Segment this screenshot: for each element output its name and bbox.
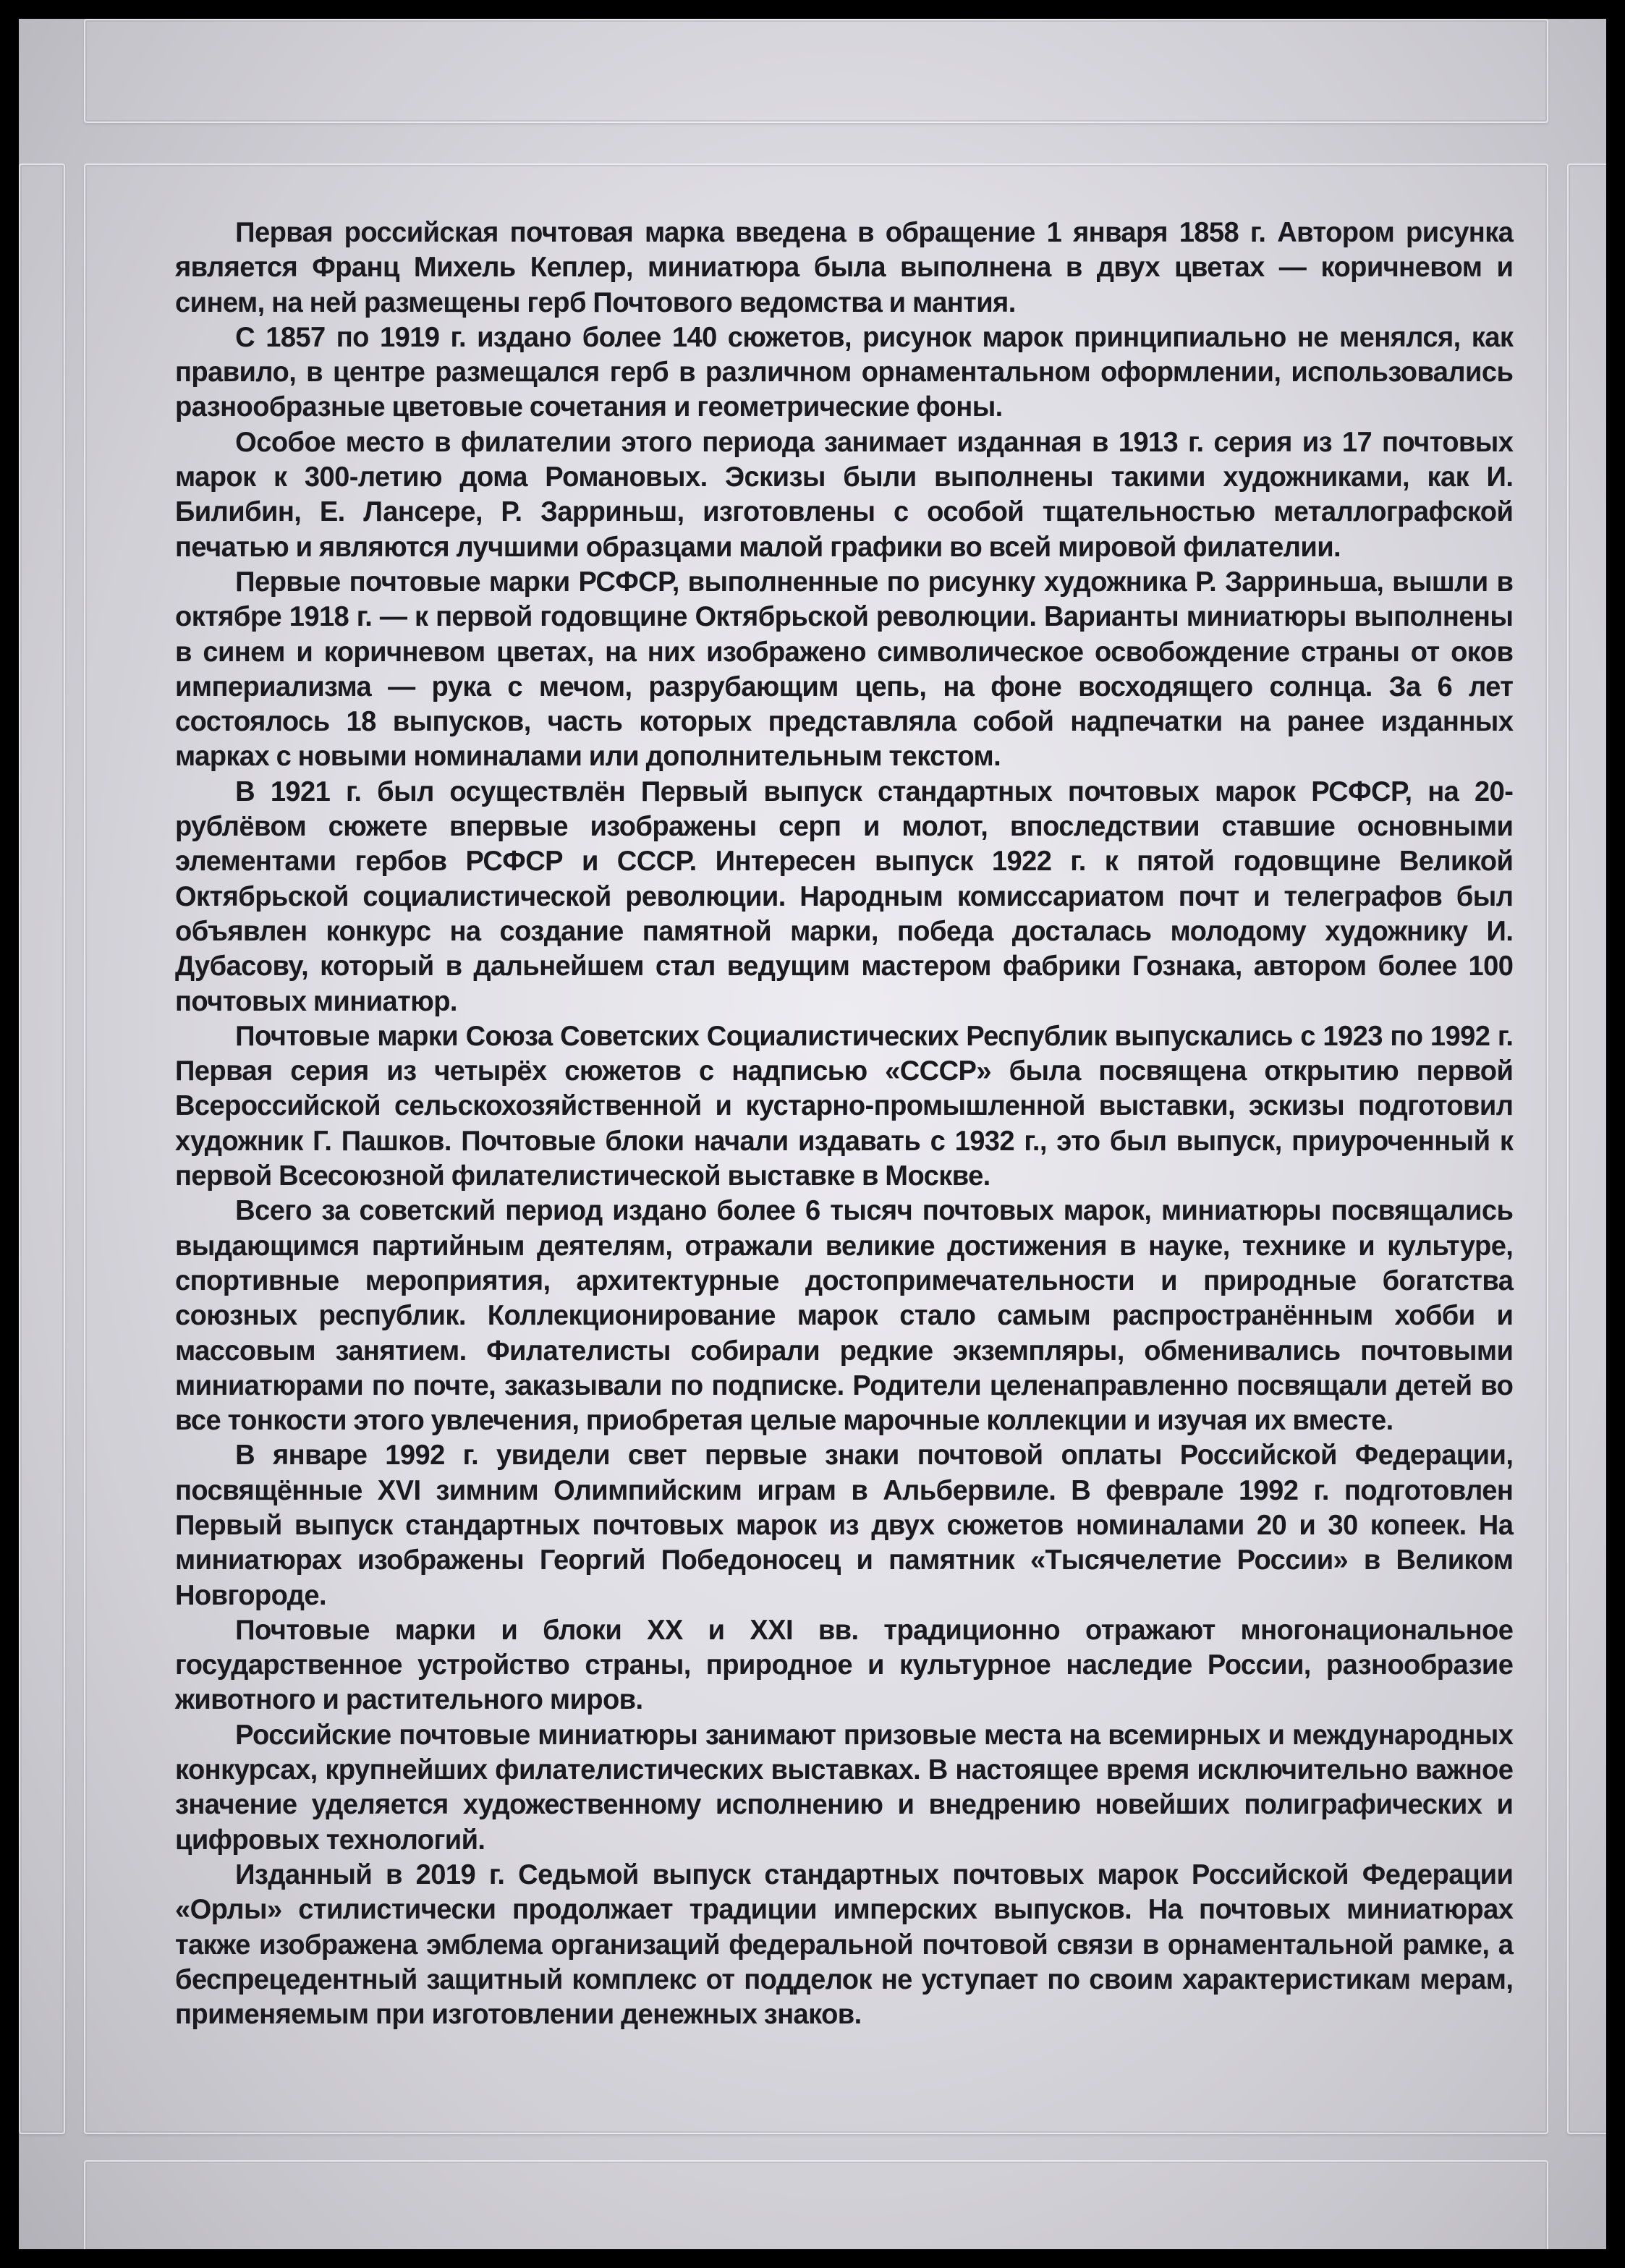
background-panel-left	[19, 163, 65, 2134]
paragraph-first-stamp: Первая российская почтовая марка введена в обращение 1 января 1858 г. Автором рисунка является Франц Михель Кеплер, миниатюра была выполнена в двух цветах — коричневом и синем, на ней размещены герб Почтового ведомства и мантия.	[175, 217, 1514, 318]
article-body	[175, 216, 1513, 2032]
paragraph-2019-eagles: Изданный в 2019 г. Седьмой выпуск стандартных почтовых марок Российской Федерации «Орлы» стилистически продолжает традиции имперских выпусков. На почтовых миниатюрах также изображена эмблема организаций федеральной почтовой связи в орнаментальной рамке, а беспрецедентный защитный комплекс от подделок не уступает по своим характеристикам мерам, применяемым при изготовлении денежных знаков.	[175, 1859, 1514, 2031]
background-panel-right	[1567, 163, 1606, 2134]
paragraph-soviet-period: Всего за советский период издано более 6 тысяч почтовых марок, миниатюры посвящались выдающимся партийным деятелям, отражали великие достижения в науке, технике и культуре, спортивные мероприятия, архитектурные достопримечательности и природные богатства союзных республик. Коллекционирование марок стало самым распространённым хобби и массовым занятием. Филателисты собирали редкие экземпляры, обменивались почтовыми миниатюрами по почте, заказывали по подписке. Родители целенаправленно посвящали детей во все тонкости этого увлечения, приобретая целые марочные коллекции и изучая их вместе.	[175, 1195, 1514, 1437]
paragraph-1992: В январе 1992 г. увидели свет первые знаки почтовой оплаты Российской Федерации, посвящённые XVI зимним Олимпийским играм в Альбервиле. В феврале 1992 г. подготовлен Первый выпуск стандартных почтовых марок из двух сюжетов номиналами 20 и 30 копеек. На миниатюрах изображены Георгий Победоносец и памятник «Тысячелетие России» в Великом Новгороде.	[175, 1440, 1514, 1611]
paragraph-1857-1919: С 1857 по 1919 г. издано более 140 сюжетов, рисунок марок принципиально не менялся, как правило, в центре размещался герб в различном орнаментальном оформлении, использовались разнообразные цветовые сочетания и геометрические фоны.	[175, 321, 1514, 423]
page-frame	[19, 19, 1606, 2249]
paragraph-rsfsr-first: Первые почтовые марки РСФСР, выполненные по рисунку художника Р. Зарриньша, вышли в октябре 1918 г. — к первой годовщине Октябрьской революции. Варианты миниатюры выполнены в синем и коричневом цветах, на них изображено символическое освобождение страны от оков империализма — рука с мечом, разрубающим цепь, на фоне восходящего солнца. За 6 лет состоялось 18 выпусков, часть которых представляла собой надпечатки на ранее изданных марках с новыми номиналами или дополнительным текстом.	[175, 566, 1514, 773]
paragraph-ussr-stamps: Почтовые марки Союза Советских Социалистических Республик выпускались с 1923 по 1992 г. Первая серия из четырёх сюжетов с надписью «СССР» была посвящена открытию первой Всероссийской сельскохозяйственной и кустарно-промышленной выставки, эскизы подготовил художник Г. Пашков. Почтовые блоки начали издавать с 1932 г., это был выпуск, приуроченный к первой Всесоюзной филателистической выставке в Москве.	[175, 1020, 1514, 1192]
paragraph-awards: Российские почтовые миниатюры занимают призовые места на всемирных и международных конкурсах, крупнейших филателистических выставках. В настоящее время исключительно важное значение уделяется художественному исполнению и внедрению новейших полиграфических и цифровых технологий.	[175, 1719, 1514, 1856]
paragraph-1921-standard: В 1921 г. был осуществлён Первый выпуск стандартных почтовых марок РСФСР, на 20-рублёвом сюжете впервые изображены серп и молот, впоследствии ставшие основными элементами гербов РСФСР и СССР. Интересен выпуск 1922 г. к пятой годовщине Великой Октябрьской социалистической революции. Народным комиссариатом почт и телеграфов был объявлен конкурс на создание памятной марки, победа досталась молодому художнику И. Дубасову, который в дальнейшем стал ведущим мастером фабрики Гознака, автором более 100 почтовых миниатюр.	[175, 776, 1514, 1017]
paragraph-romanov-series: Особое место в филателии этого периода занимает изданная в 1913 г. серия из 17 почтовых марок к 300-летию дома Романовых. Эскизы были выполнены такими художниками, как И. Билибин, Е. Лансере, Р. Зарриньш, изготовлены с особой тщательностью металлографской печатью и являются лучшими образцами малой графики во всей мировой филателии.	[175, 426, 1514, 563]
background-panel-top	[84, 19, 1548, 123]
background-panel-bottom	[84, 2160, 1548, 2249]
paragraph-xx-xxi: Почтовые марки и блоки XX и XXI вв. традиционно отражают многонациональное государственное устройство страны, природное и культурное наследие России, разнообразие животного и растительного миров.	[175, 1614, 1514, 1716]
